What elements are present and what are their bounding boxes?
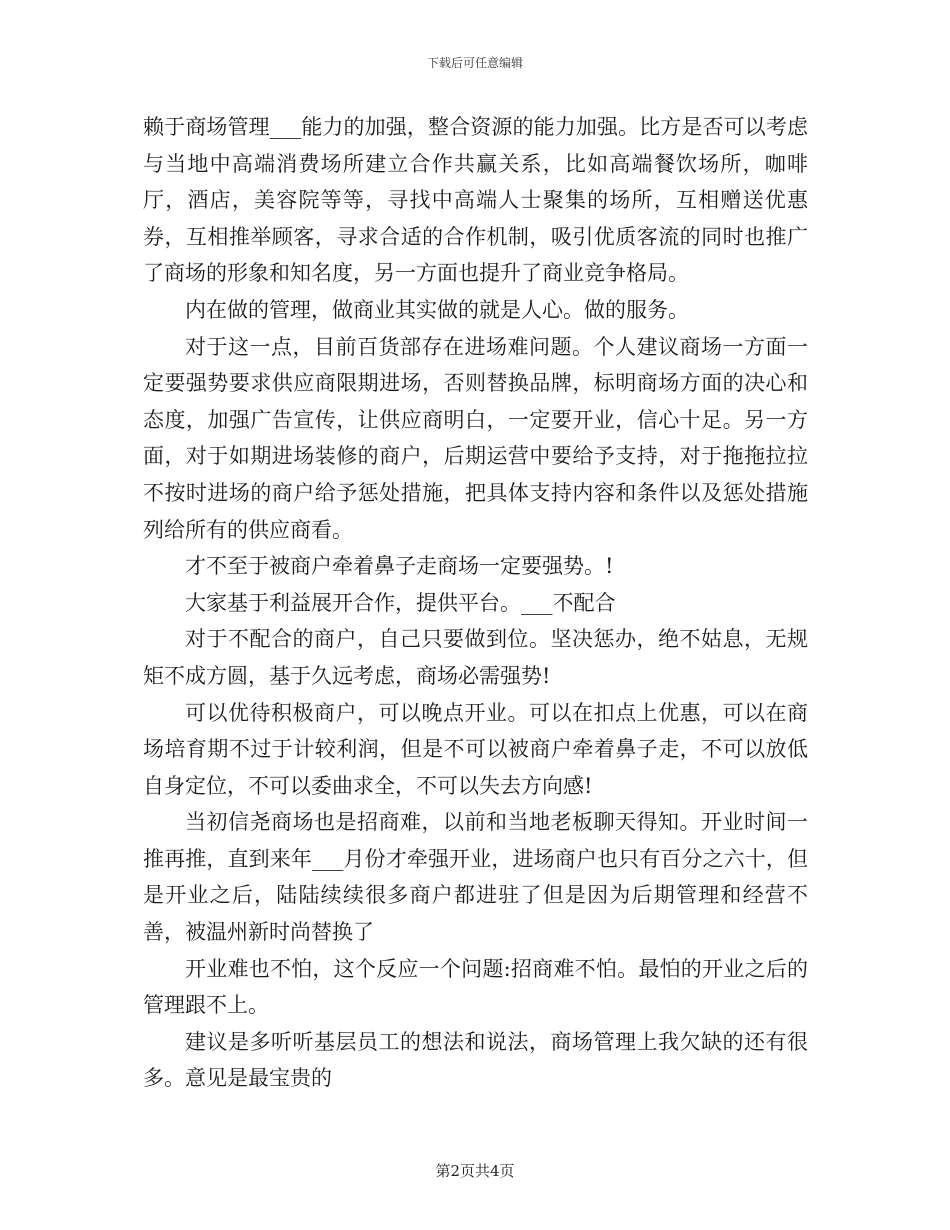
- paragraph: 赖于商场管理___能力的加强，整合资源的能力加强。比方是否可以考虑与当地中高端消费场所建立合作共赢关系，比如高端餐饮场所，咖啡厅，酒店，美容院等等，寻找中高端人士聚集的场所，互相赠送优惠券，互相推举顾客，寻求合适的合作机制，吸引优质客流的同时也推广了商场的形象和知名度，另一方面也提升了商业竞争格局。: [143, 115, 808, 286]
- paragraph: 对于这一点，目前百货部存在进场难问题。个人建议商场一方面一定要强势要求供应商限期进场，否则替换品牌，标明商场方面的决心和态度，加强广告宣传，让供应商明白，一定要开业，信心十足。另一方面，对于如期进场装修的商户，后期运营中要给予支持，对于拖拖拉拉不按时进场的商户给予惩处措施，把具体支持内容和条件以及惩处措施列给所有的供应商看。: [143, 334, 808, 542]
- paragraph: 对于不配合的商户，自己只要做到位。坚决惩办，绝不姑息，无规矩不成方圆，基于久远考虑，商场必需强势!: [143, 627, 808, 688]
- page-footer: 第2页共4页: [435, 1162, 515, 1180]
- paragraph: 可以优待积极商户，可以晚点开业。可以在扣点上优惠，可以在商场培育期不过于计较利润，但是不可以被商户牵着鼻子走，不可以放低自身定位，不可以委曲求全，不可以失去方向感!: [143, 700, 808, 798]
- document-body: [143, 109, 808, 1097]
- page-header: 下载后可任意编辑: [426, 56, 523, 70]
- paragraph: 内在做的管理，做商业其实做的就是人心。做的服务。: [185, 297, 689, 322]
- paragraph: 当初信尧商场也是招商难，以前和当地老板聊天得知。开业时间一推再推，直到来年___月份才牵强开业，进场商户也只有百分之六十，但是开业之后，陆陆续续很多商户都进驻了但是因为后期管理和经营不善，被温州新时尚替换了: [143, 810, 808, 945]
- paragraph: 才不至于被商户牵着鼻子走商场一定要强势。!: [185, 554, 614, 579]
- paragraph: 建议是多听听基层员工的想法和说法，商场管理上我欠缺的还有很多。意见是最宝贵的: [143, 1029, 808, 1091]
- paragraph: 大家基于利益展开合作，提供平台。___不配合: [185, 590, 616, 615]
- paragraph: 开业难也不怕，这个反应一个问题:招商难不怕。最怕的开业之后的管理跟不上。: [143, 956, 808, 1018]
